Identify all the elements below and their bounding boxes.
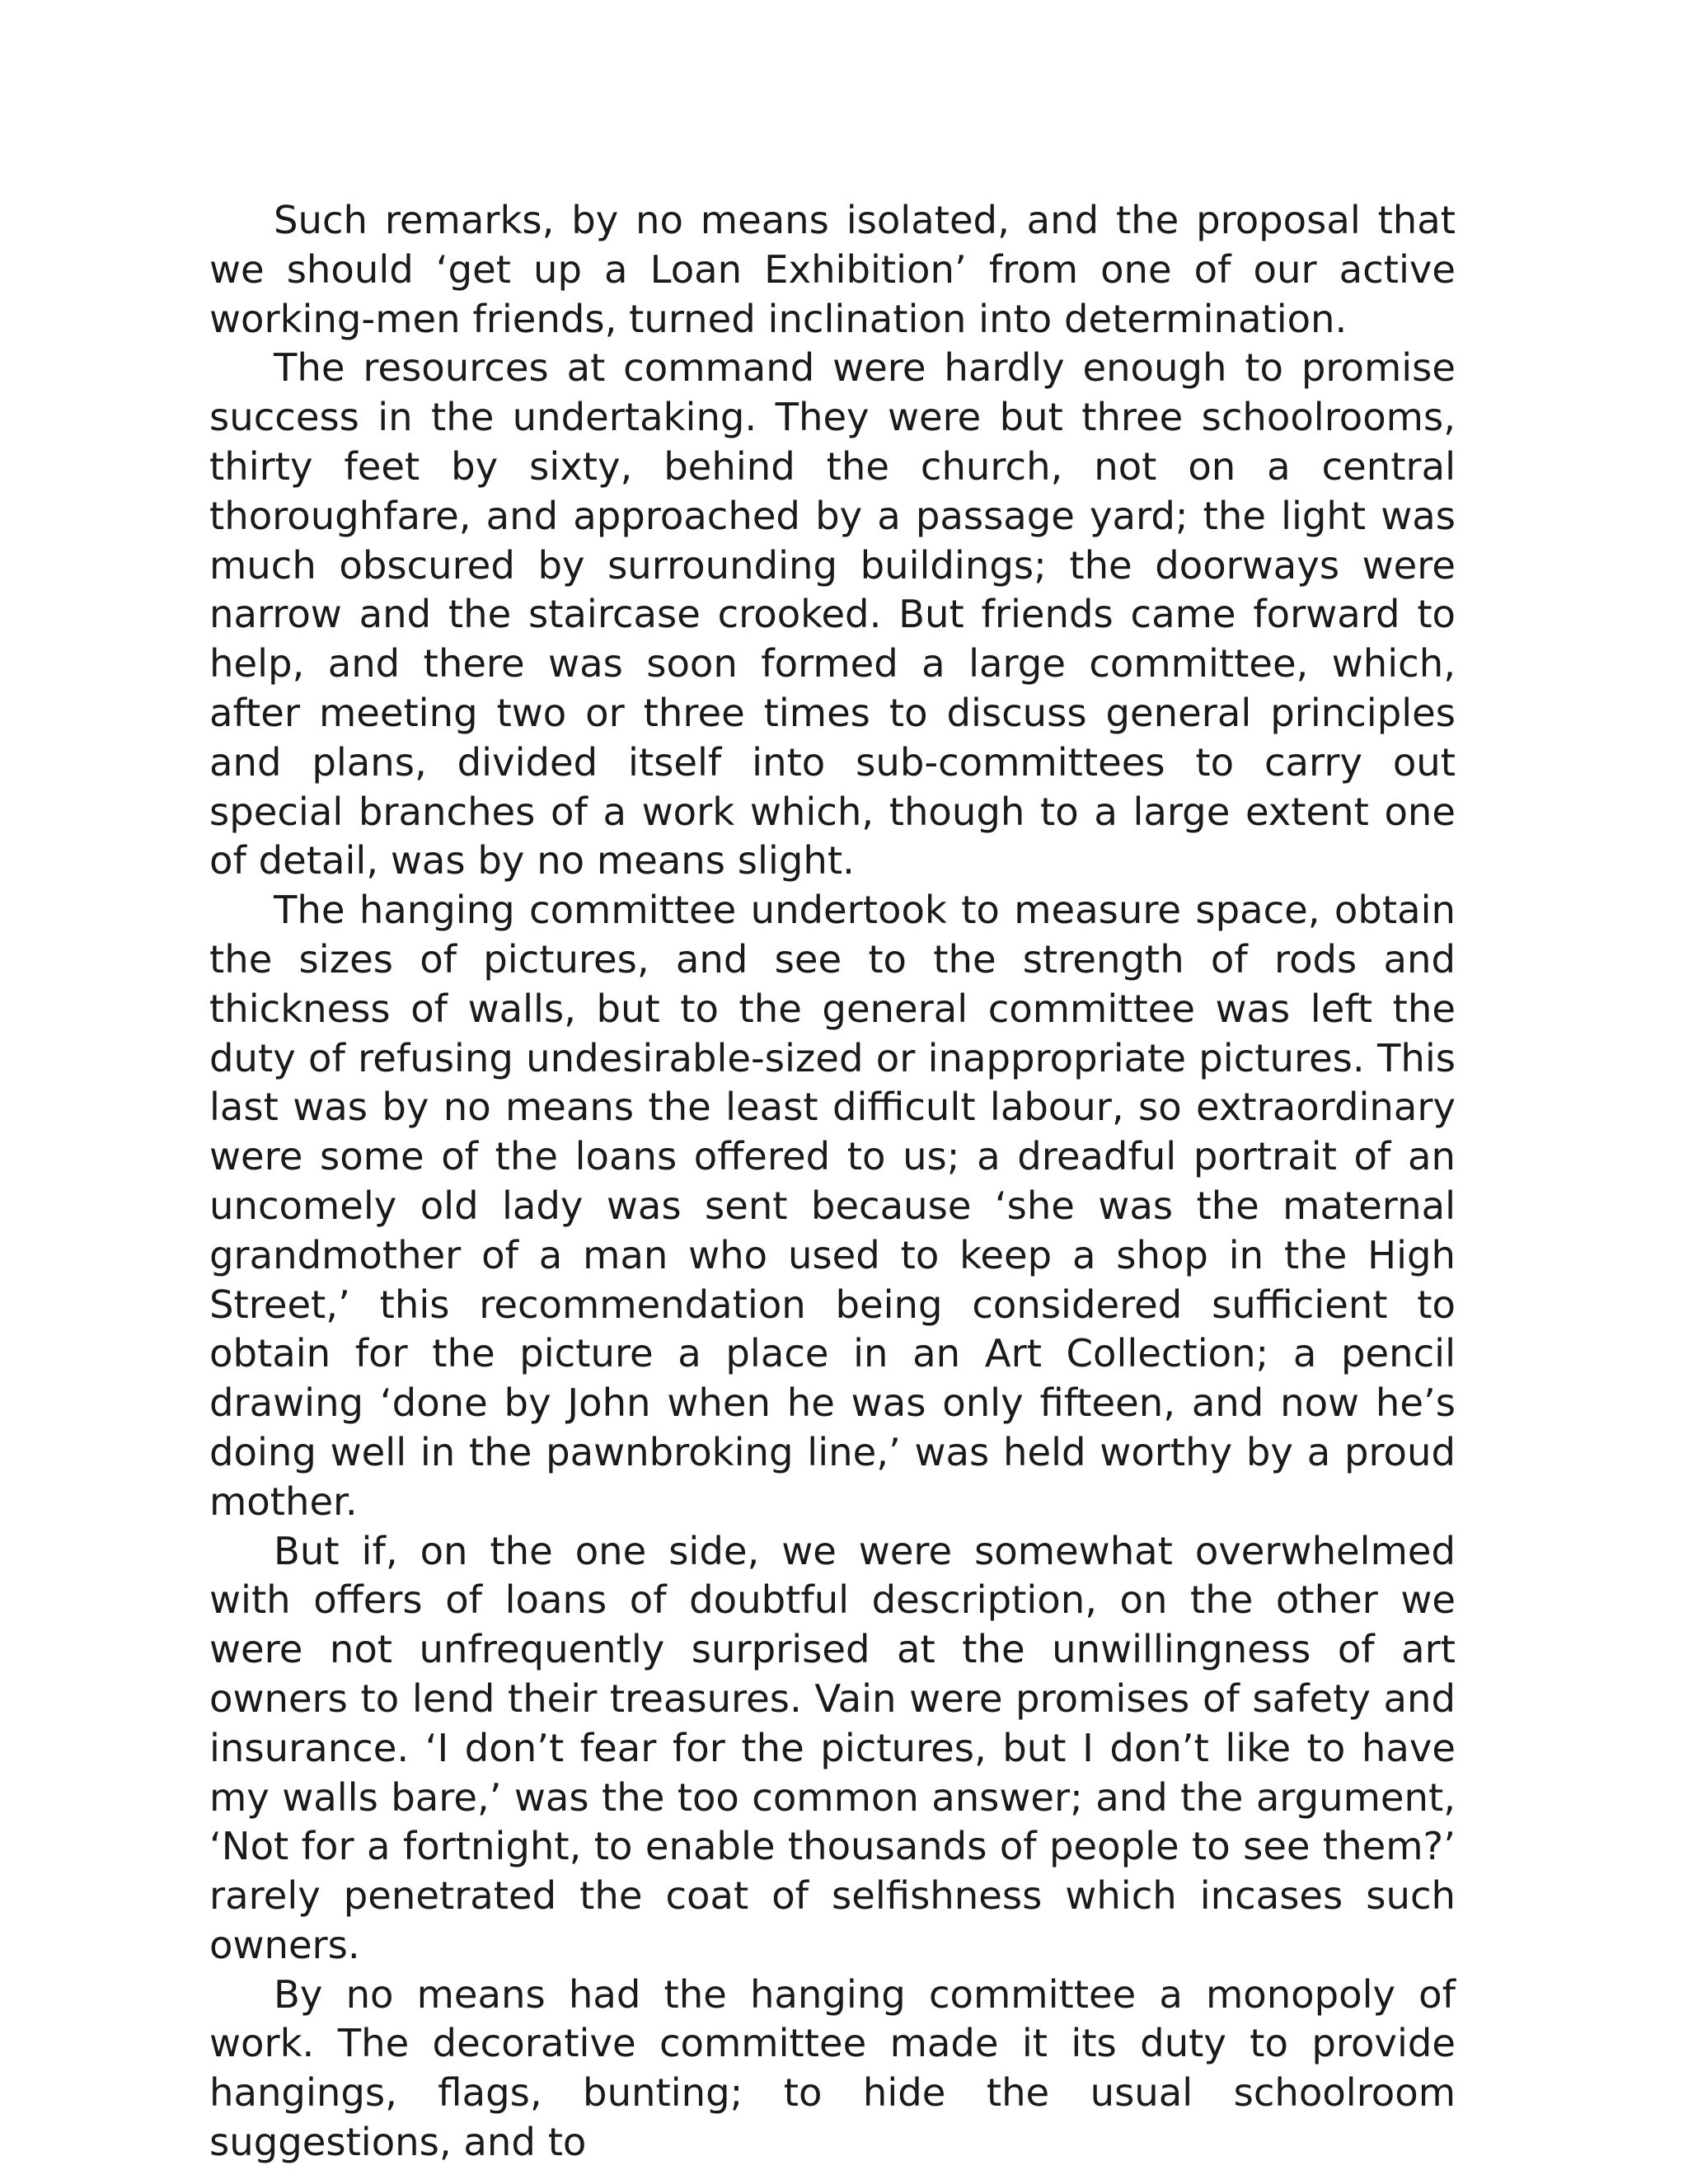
page-body xyxy=(209,196,1456,2168)
paragraph: Such remarks, by no means isolated, and the proposal that we should ‘get up a Loan Exhibition’ from one of our active working-men friends, turned inclination into determination. xyxy=(209,198,1456,341)
paragraph: The hanging committee undertook to measure space, obtain the sizes of pictures, and see to the strength of rods and thickness of walls, but to the general committee was left the duty of refusing undesirable-sized or inappropriate pictures. This last was by no means the least difficult labour, so extraordinary were some of the loans offered to us; a dreadful portrait of an uncomely old lady was sent because ‘she was the maternal grandmother of a man who used to keep a shop in the High Street,’ this recommendation being considered sufficient to obtain for the picture a place in an Art Collection; a pencil drawing ‘done by John when he was only fifteen, and now he’s doing well in the pawnbroking line,’ was held worthy by a proud mother. xyxy=(209,888,1456,1524)
paragraph: The resources at command were hardly enough to promise success in the undertaking. They were but three schoolrooms, thirty feet by sixty, behind the church, not on a central thoroughfare, and approached by a passage yard; the light was much obscured by surrounding buildings; the doorways were narrow and the staircase crooked. But friends came forward to help, and there was soon formed a large committee, which, after meeting two or three times to discuss general principles and plans, divided itself into sub-committees to carry out special branches of a work which, though to a large extent one of detail, was by no means slight. xyxy=(209,345,1456,883)
paragraph: But if, on the one side, we were somewhat overwhelmed with offers of loans of doubtful description, on the other we were not unfrequently surprised at the unwillingness of art owners to lend their treasures. Vain were promises of safety and insurance. ‘I don’t fear for the pictures, but I don’t like to have my walls bare,’ was the too common answer; and the argument, ‘Not for a fortnight, to enable thousands of people to see them?’ rarely penetrated the coat of selfishness which incases such owners. xyxy=(209,1528,1456,1967)
paragraph: By no means had the hanging committee a monopoly of work. The decorative committee made it its duty to provide hangings, flags, bunting; to hide the usual schoolroom suggestions, and to xyxy=(209,1971,1456,2165)
